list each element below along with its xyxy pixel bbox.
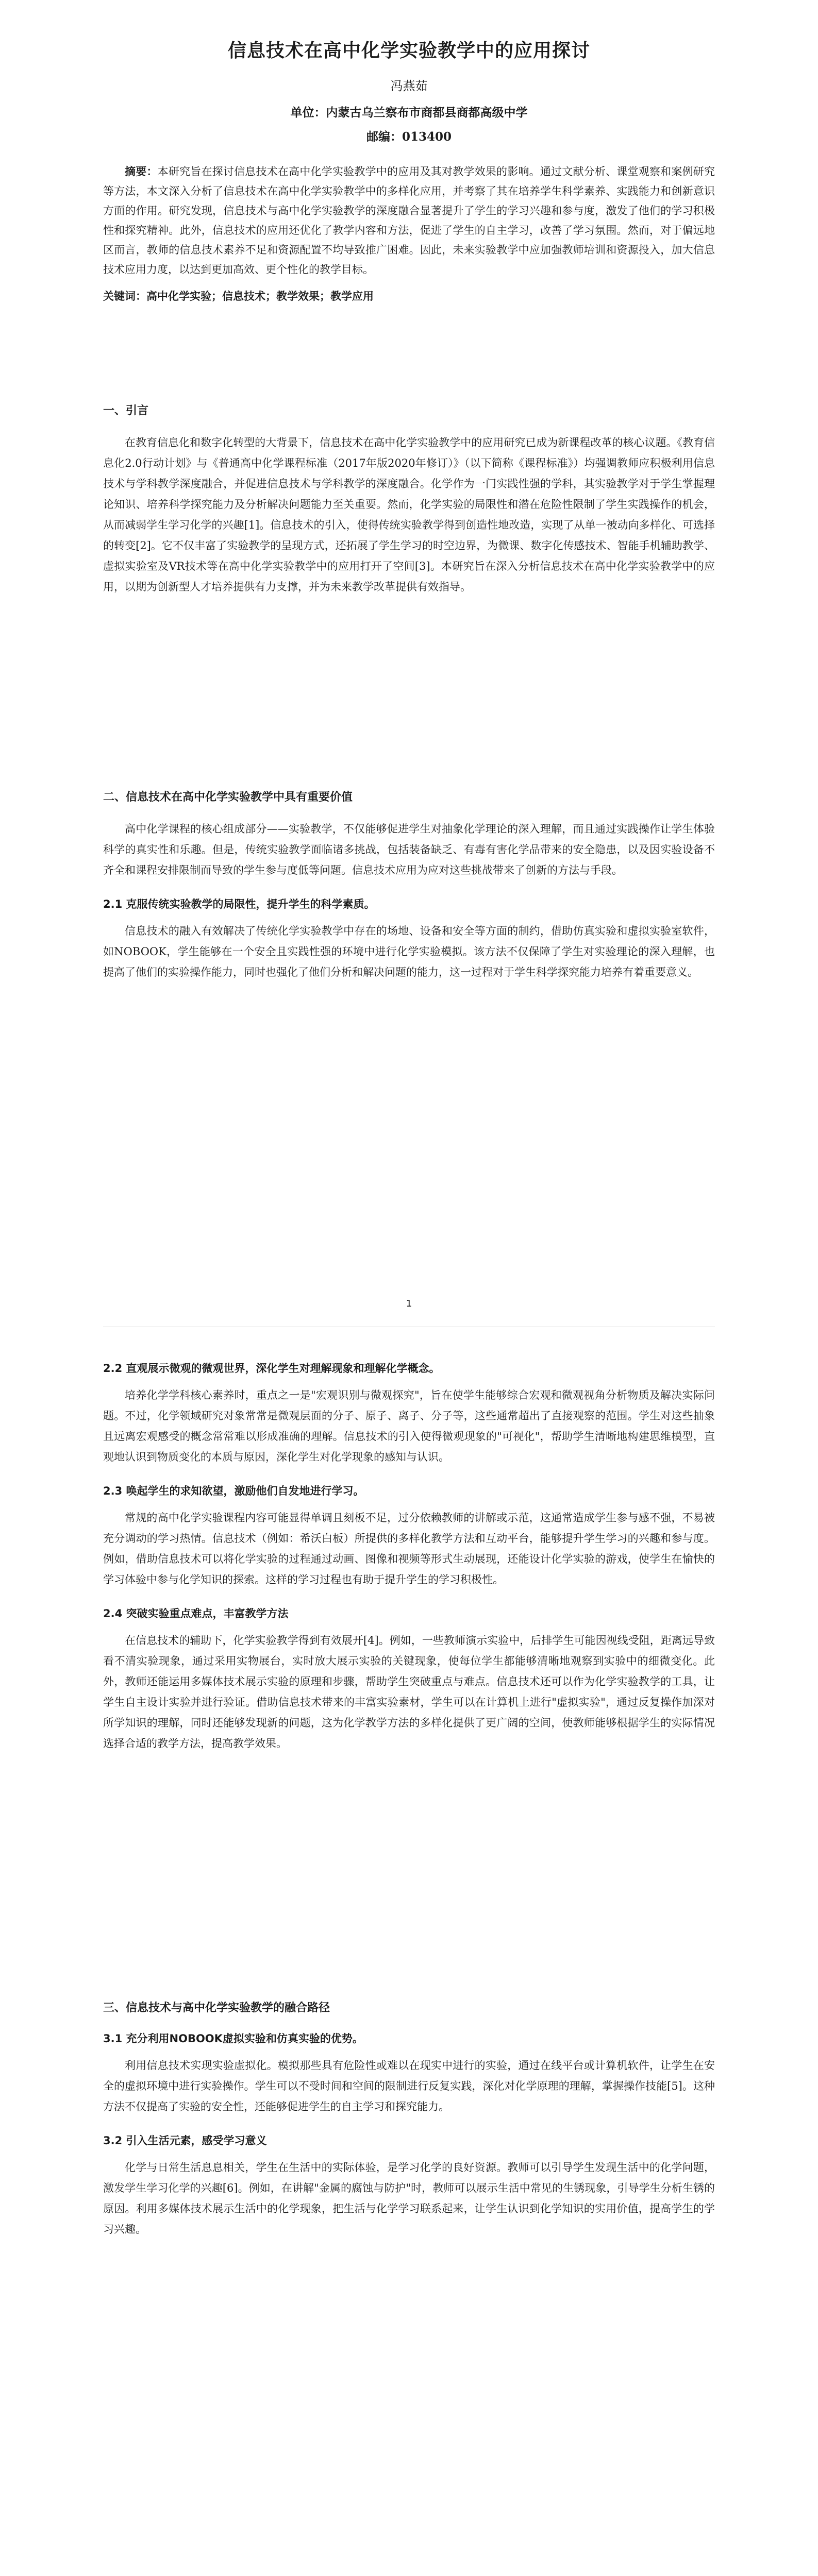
page-2: [0, 1329, 818, 2576]
page-number: 1: [406, 1298, 412, 1309]
paragraph: 利用信息技术实现实验虚拟化。模拟那些具有危险性或难以在现实中进行的实验，通过在线平台或计算机软件，让学生在安全的虚拟环境中进行实验操作。学生可以不受时间和空间的限制进行反复实践，深化对化学原理的理解，掌握操作技能[5]。这种方法不仅提高了实验的安全性，还能够促进学生的自主学习和探究能力。: [103, 2059, 715, 2113]
keywords: [103, 286, 715, 306]
paragraph: 信息技术的融入有效解决了传统化学实验教学中存在的场地、设备和安全等方面的制约，借助仿真实验和虚拟实验室软件，如NOBOOK，学生能够在一个安全且实践性强的环境中进行化学实验模拟。该方法不仅保障了学生对实验理论的深入理解，也提高了他们的实验操作能力，同时也强化了他们分析和解决问题的能力，这一过程对于学生科学探究能力培养有着重要意义。: [103, 925, 715, 978]
section-3: [103, 1999, 715, 2240]
paragraph: 常规的高中化学实验课程内容可能显得单调且刻板不足，过分依赖教师的讲解或示范，这通常造成学生参与感不强，不易被充分调动的学习热情。信息技术（例如：希沃白板）所提供的多样化教学方法和互动平台，能够提升学生学习的兴趣和参与度。例如，借助信息技术可以将化学实验的过程通过动画、图像和视频等形式生动展现，还能设计化学实验的游戏，使学生在愉快的学习体验中参与化学知识的探索。这样的学习过程也有助于提升学生的学习积极性。: [103, 1512, 715, 1586]
subsection-heading: 2.4 突破实验重点难点，丰富教学方法: [103, 1607, 289, 1620]
paper-title: 信息技术在高中化学实验教学中的应用探讨: [227, 40, 590, 61]
paragraph: 化学与日常生活息息相关，学生在生活中的实际体验，是学习化学的良好资源。教师可以引导学生发现生活中的化学问题，激发学生学习化学的兴趣[6]。例如，在讲解"金属的腐蚀与防护"时，教师可以展示生活中常见的生锈现象，引导学生分析生锈的原因。利用多媒体技术展示生活中的化学现象，把生活与化学学习联系起来，让学生认识到化学知识的实用价值，提高学生的学习兴趣。: [103, 2161, 715, 2235]
postcode: 邮编：013400: [366, 130, 452, 144]
paragraph: 高中化学课程的核心组成部分——实验教学，不仅能够促进学生对抽象化学理论的深入理解，而且通过实践操作让学生体验科学的真实性和乐趣。但是，传统实验教学面临诸多挑战，包括装备缺乏、有毒有害化学品带来的安全隐患，以及因实验设备不齐全和课程安排限制而导致的学生参与度低等问题。信息技术应用为应对这些挑战带来了创新的方法与手段。: [103, 823, 715, 876]
subsection-heading: 2.3 唤起学生的求知欲望，激励他们自发地进行学习。: [103, 1485, 364, 1497]
paper-header: [103, 36, 715, 306]
paragraph: 培养化学学科核心素养时，重点之一是"宏观识别与微观探究"，旨在使学生能够综合宏观和微观视角分析物质及解决实际问题。不过，化学领域研究对象常常是微观层面的分子、原子、离子、分子等，这些通常超出了直接观察的范围。学生对这些抽象且远离宏观感受的概念常常难以形成准确的理解。信息技术的引入使得微观现象的"可视化"，帮助学生清晰地构建思维模型，直观地认识到物质变化的本质与原因，深化学生对化学现象的感知与认识。: [103, 1389, 715, 1463]
subsection-heading: 3.1 充分利用NOBOOK虚拟实验和仿真实验的优势。: [103, 2032, 363, 2045]
section-2-continued: [103, 1360, 715, 1754]
abstract-label: 摘要：: [125, 165, 158, 178]
paragraph: 在信息技术的辅助下，化学实验教学得到有效展开[4]。例如，一些教师演示实验中，后排学生可能因视线受阻，距离远导致看不清实验现象，通过采用实物展台，实时放大展示实验的关键现象，使每位学生都能够清晰地观察到实验中的细微变化。此外，教师还能运用多媒体技术展示实验的原理和步骤，帮助学生突破重点与难点。信息技术还可以作为化学实验教学的工具，让学生自主设计实验并进行验证。借助信息技术带来的丰富实验素材，学生可以在计算机上进行"虚拟实验"，通过反复操作加深对所学知识的理解，同时还能够发现新的问题，这为化学教学方法的多样化提供了更广阔的空间，使教师能够根据学生的实际情况选择合适的教学方法，提高教学效果。: [103, 1634, 715, 1750]
paragraph: 在教育信息化和数字化转型的大背景下，信息技术在高中化学实验教学中的应用研究已成为新课程改革的核心议题。《教育信息化2.0行动计划》与《普通高中化学课程标准（2017年版2020年修订）》（以下简称《课程标准》）均强调教师应积极利用信息技术与学科教学深度融合，并促进信息技术与学科教学的深度融合。化学作为一门实践性强的学科，其实验教学对于学生掌握理论知识、培养科学探究能力及分析解决问题能力至关重要。然而，化学实验的局限性和潜在危险性限制了学生实践操作的机会，从而减弱学生学习化学的兴趣[1]。信息技术的引入，使得传统实验教学得到创造性地改造，实现了从单一被动向多样化、可选择的转变[2]。它不仅丰富了实验教学的呈现方式，还拓展了学生学习的时空边界，为微课、数字化传感技术、智能手机辅助教学、虚拟实验室及VR技术等在高中化学实验教学中的应用打开了空间[3]。本研究旨在深入分析信息技术在高中化学实验教学中的应用，以期为创新型人才培养提供有力支撑，并为未来教学改革提供有效指导。: [103, 436, 715, 593]
section-heading: 一、引言: [103, 404, 149, 417]
section-heading: 二、信息技术在高中化学实验教学中具有重要价值: [103, 791, 353, 804]
abstract-text: 本研究旨在探讨信息技术在高中化学实验教学中的应用及其对教学效果的影响。通过文献分析、课堂观察和案例研究等方法，本文深入分析了信息技术在高中化学实验教学中的多样化应用，并考察了其在培养学生科学素养、实践能力和创新意识方面的作用。研究发现，信息技术与高中化学实验教学的深度融合显著提升了学生的学习兴趣和参与度，激发了他们的学习积极性和探究精神。此外，信息技术的应用还优化了教学内容和方法，促进了学生的自主学习，改善了学习氛围。然而，对于偏远地区而言，教师的信息技术素养不足和资源配置不均导致推广困难。因此，未来实验教学中应加强教师培训和资源投入，加大信息技术应用力度，以达到更加高效、更个性化的教学目标。: [103, 165, 715, 276]
subsection-heading: 2.1 克服传统实验教学的局限性，提升学生的科学素质。: [103, 898, 375, 910]
section-2: [103, 788, 715, 982]
section-heading: 三、信息技术与高中化学实验教学的融合路径: [103, 2002, 330, 2014]
author-name: 冯燕茹: [390, 79, 428, 93]
subsection-heading: 3.2 引入生活元素，感受学习意义: [103, 2134, 267, 2147]
abstract: [103, 162, 715, 279]
keywords-label: 关键词：: [103, 290, 146, 302]
author-unit: 单位：内蒙古乌兰察布市商都县商都高级中学: [290, 106, 528, 120]
keywords-text: 高中化学实验；信息技术；教学效果；教学应用: [146, 290, 374, 302]
subsection-heading: 2.2 直观展示微观的微观世界，深化学生对理解现象和理解化学概念。: [103, 1362, 440, 1375]
section-1: [103, 402, 715, 597]
